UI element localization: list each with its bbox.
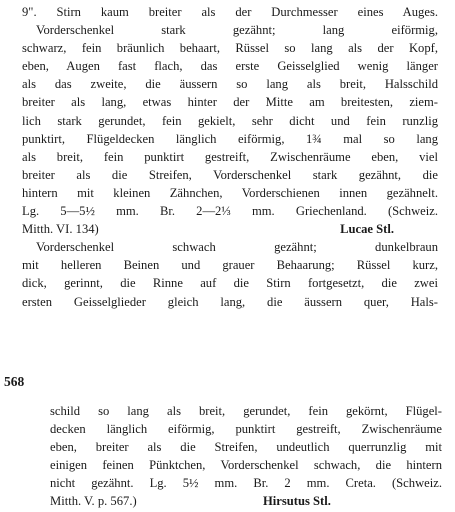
- lower-text-block: [50, 402, 442, 511]
- text-line: eben, breiter als die Streifen, undeutlich querrunzlig mit: [50, 440, 442, 455]
- citation: Mitth. VI. 134): [22, 222, 99, 237]
- text-line: einigen feinen Pünktchen, Vorderschenkel schwach, die hintern: [50, 458, 442, 473]
- text-line: breiter als die Streifen, Vorderschenkel stark gezähnt, die: [22, 167, 438, 182]
- text-line: Vorderschenkel schwach gezähnt; dunkelbraun: [36, 240, 438, 255]
- text-line: breiter als lang, etwas hinter der Mitte am breitesten, ziem-: [22, 95, 438, 110]
- text-line: als das zweite, die äussern so lang als breit, Halsschild: [22, 77, 438, 92]
- page-number: 568: [4, 374, 25, 389]
- text-line: nicht gezähnt. Lg. 5½ mm. Br. 2 mm. Creta. (Schweiz.: [50, 476, 442, 491]
- text-line: punktirt, Flügeldecken länglich eiförmig, 1¾ mal so lang: [22, 131, 438, 146]
- species-name-hirsutus: Hirsutus Stl.: [262, 494, 331, 509]
- species-name-lucae: Lucae Stl.: [340, 222, 394, 237]
- citation: Mitth. V. p. 567.): [50, 494, 137, 509]
- text-line: decken länglich eiförmig, punktirt gestreift, Zwischenräume: [50, 422, 442, 437]
- text-line: hintern mit kleinen Zähnchen, Vorderschienen innen gezähnelt.: [22, 185, 438, 200]
- text-line: schwarz, fein bräunlich behaart, Rüssel so lang als der Kopf,: [22, 41, 438, 56]
- upper-text-block: [22, 3, 438, 311]
- text-line: mit helleren Beinen und grauer Behaarung; Rüssel kurz,: [22, 258, 438, 273]
- text-line: eben, Augen fast flach, das erste Geisselglied wenig länger: [22, 59, 438, 74]
- text-line: als breit, fein punktirt gestreift, Zwischenräume eben, viel: [22, 149, 438, 164]
- text-line: ersten Geisselglieder gleich lang, die äussern quer, Hals-: [22, 294, 438, 309]
- text-line-with-species: [50, 492, 442, 510]
- text-line-with-species: [22, 220, 438, 238]
- text-line: dick, gerinnt, die Rinne auf die Stirn fortgesetzt, die zwei: [22, 276, 438, 291]
- text-line: lich stark gerundet, fein gekielt, sehr dicht und fein runzlig: [22, 113, 438, 128]
- text-line: Vorderschenkel stark gezähnt; lang eiförmig,: [36, 23, 438, 38]
- text-line: Lg. 5—5½ mm. Br. 2—2⅓ mm. Griechenland. (Schweiz.: [22, 204, 438, 219]
- text-line: 9". Stirn kaum breiter als der Durchmesser eines Auges.: [22, 5, 438, 19]
- text-line: schild so lang als breit, gerundet, fein gekörnt, Flügel-: [50, 404, 442, 418]
